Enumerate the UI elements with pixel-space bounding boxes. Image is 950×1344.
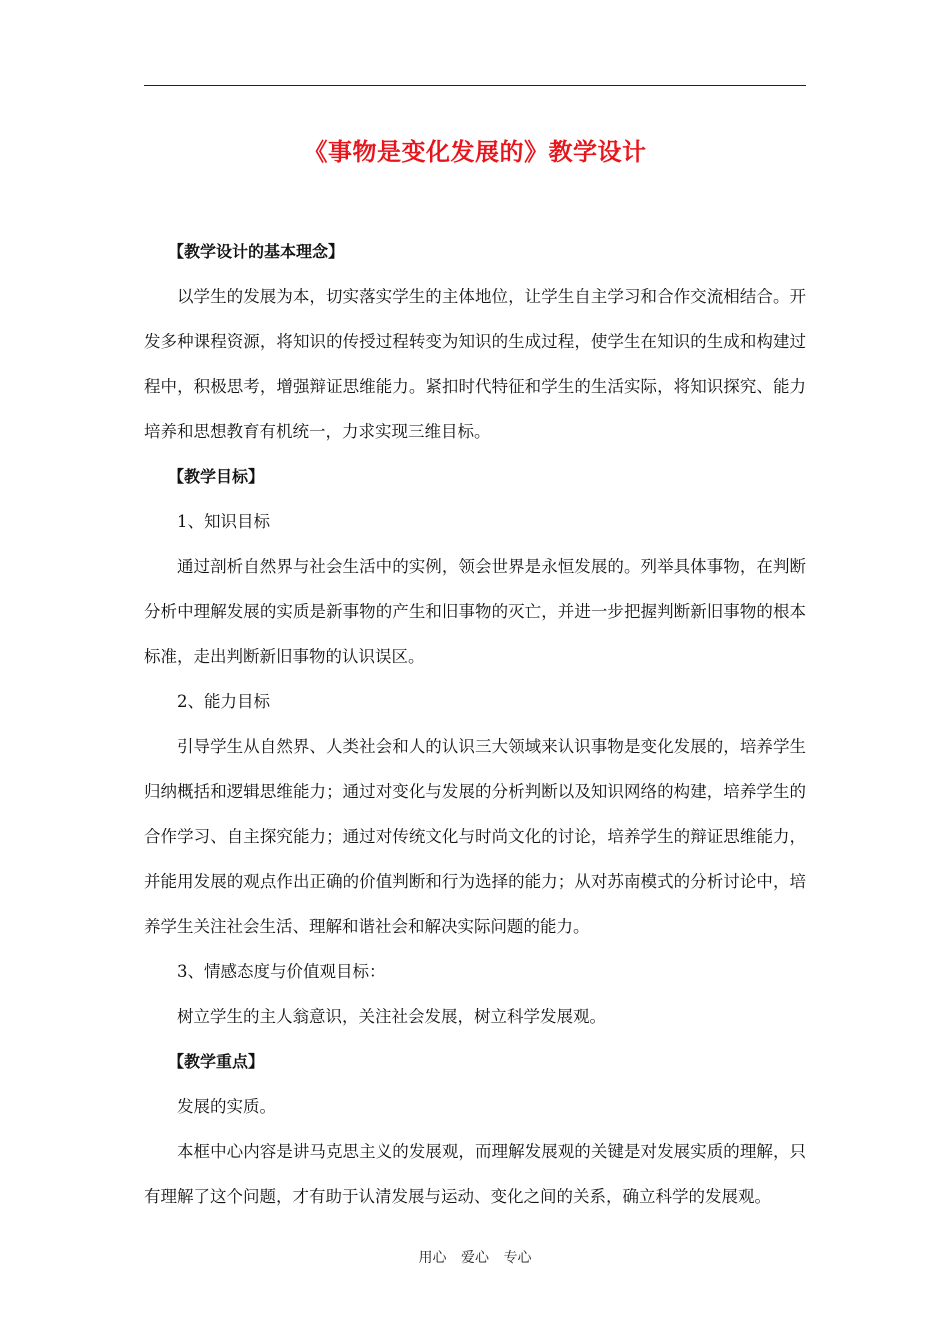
section-heading-goals: 【教学目标】 [168,467,265,486]
paragraph-concept: 以学生的发展为本，切实落实学生的主体地位，让学生自主学习和合作交流相结合。开发多种课程资源，将知识的传授过程转变为知识的生成过程，使学生在知识的生成和构建过程中，积极思考，增强辩证思维能力。紧扣时代特征和学生的生活实际，将知识探究、能力培养和思想教育有机统一，力求实现三维目标。 [144,287,806,441]
subheading-ability-goal: 2、能力目标 [177,692,270,711]
header-rule [144,85,806,86]
paragraph-ability-goal: 引导学生从自然界、人类社会和人的认识三大领域来认识事物是变化发展的，培养学生归纳概括和逻辑思维能力；通过对变化与发展的分析判断以及知识网络的构建，培养学生的合作学习、自主探究能力；通过对传统文化与时尚文化的讨论，培养学生的辩证思维能力，并能用发展的观点作出正确的价值判断和行为选择的能力；从对苏南模式的分析讨论中，培养学生关注社会生活、理解和谐社会和解决实际问题的能力。 [144,737,806,936]
subheading-knowledge-goal: 1、知识目标 [177,512,270,531]
section-heading-focus: 【教学重点】 [168,1052,265,1071]
page-footer: 用心 爱心 专心 [418,1250,532,1266]
subheading-values-goal: 3、情感态度与价值观目标： [177,962,386,981]
paragraph-values-goal: 树立学生的主人翁意识，关注社会发展，树立科学发展观。 [177,1007,606,1026]
focus-item: 发展的实质。 [177,1097,276,1116]
paragraph-focus: 本框中心内容是讲马克思主义的发展观，而理解发展观的关键是对发展实质的理解，只有理解了这个问题，才有助于认清发展与运动、变化之间的关系，确立科学的发展观。 [144,1142,806,1206]
document-body [144,229,806,1219]
section-heading-concept: 【教学设计的基本理念】 [168,242,345,261]
document-title: 《事物是变化发展的》教学设计 [303,138,647,166]
paragraph-knowledge-goal: 通过剖析自然界与社会生活中的实例，领会世界是永恒发展的。列举具体事物，在判断分析中理解发展的实质是新事物的产生和旧事物的灭亡，并进一步把握判断新旧事物的根本标准，走出判断新旧事物的认识误区。 [144,557,806,666]
